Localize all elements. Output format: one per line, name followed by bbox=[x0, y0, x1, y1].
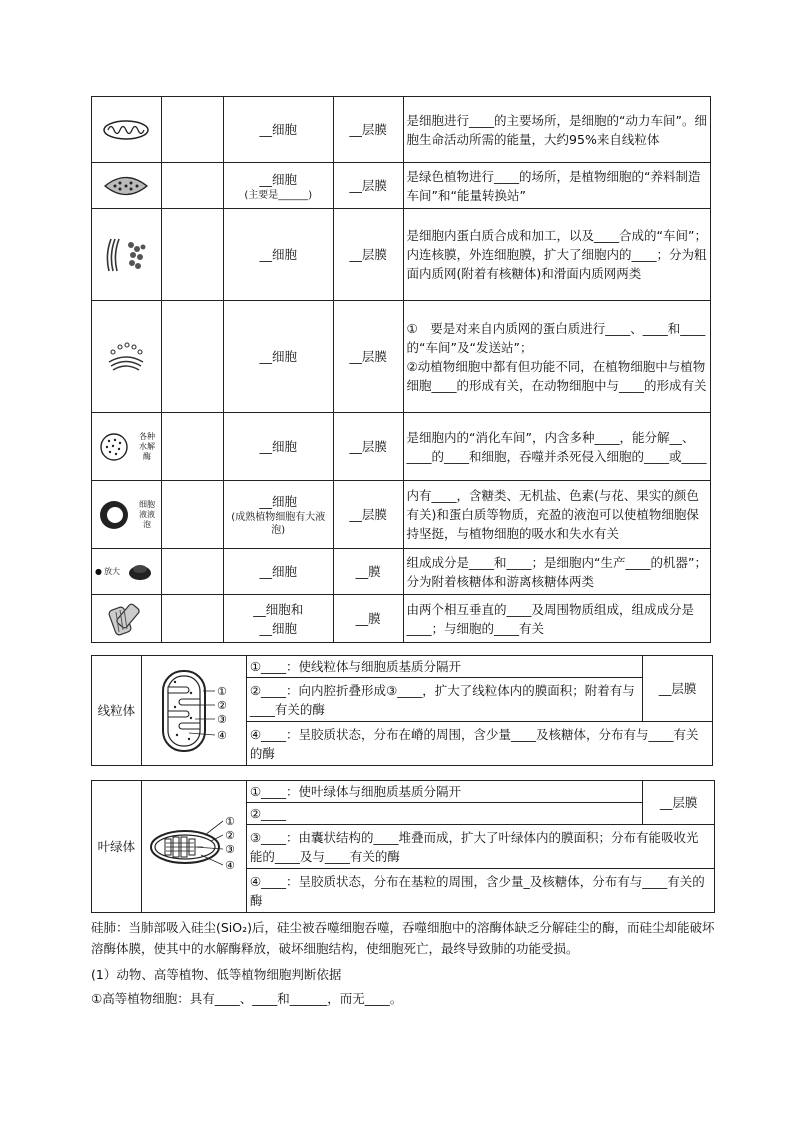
cell-type: __细胞 bbox=[259, 564, 298, 579]
label-2: ② bbox=[224, 828, 235, 842]
label-4: ④ bbox=[224, 858, 235, 872]
cell-type-second: __细胞 bbox=[259, 620, 298, 636]
matrix-text: ④____：呈胶质状态，分布在嵴的周围，含少量____及核糖体，分布有与____有关的酶 bbox=[246, 722, 712, 766]
function-text: 是细胞内的“消化车间”，内含多种____，能分解__、____的____和细胞，吞噬并杀死侵入细胞的____或____ bbox=[403, 413, 710, 481]
membrane-layers: __层膜 bbox=[333, 209, 403, 301]
function-text: 是细胞进行____的主要场所，是细胞的“动力车间”。细胞生命活动所需的能量，大约95%来自线粒体 bbox=[403, 97, 710, 163]
cell-type: __细胞和 bbox=[253, 601, 304, 617]
chloroplast-table bbox=[91, 780, 715, 913]
section-heading: (1）动物、高等植物、低等植物细胞判断依据 bbox=[91, 967, 342, 982]
mitochondrion-diagram bbox=[141, 656, 246, 766]
membrane-layers: __层膜 bbox=[333, 301, 403, 413]
silicosis-paragraph: 硅肺：当肺部吸入硅尘(SiO₂)后，硅尘被吞噬细胞吞噬，吞噬细胞中的溶酶体缺乏分解硅尘的酶，而硅尘却能破坏溶酶体膜，使其中的水解酶释放，破坏细胞结构，使细胞死亡，最终导致肺的功能受损。 bbox=[91, 920, 715, 956]
fill-in-item-1: ①高等植物细胞：具有____、____和______，而无____。 bbox=[91, 991, 403, 1006]
structure-name: 线粒体 bbox=[92, 656, 142, 766]
function-text: 是细胞内蛋白质合成和加工，以及____合成的“车间”；内连核膜，外连细胞膜，扩大了细胞内的____；分为粗面内质网(附着有核糖体)和滑面内质网两类 bbox=[403, 209, 710, 301]
table-row bbox=[92, 209, 711, 301]
icon-label: 各种水解酶 bbox=[138, 431, 155, 461]
mitochondrion-table bbox=[91, 655, 713, 766]
table-row bbox=[92, 413, 711, 481]
membrane-layers: __层膜 bbox=[643, 781, 715, 825]
cell-type: __细胞 bbox=[259, 247, 298, 262]
inner-membrane-text: ②____：向内腔折叠形成③____，扩大了线粒体内的膜面积；附着有与____有关的酶 bbox=[246, 678, 642, 722]
golgi-apparatus-icon bbox=[92, 301, 162, 413]
table-row bbox=[92, 481, 711, 549]
cell-type: __细胞 bbox=[259, 122, 298, 137]
centriole-icon bbox=[92, 595, 162, 643]
cell-type: __细胞 bbox=[259, 494, 298, 509]
cell-type-note: (成熟植物细胞有大液泡) bbox=[231, 512, 326, 536]
inner-membrane-text: ②____ bbox=[246, 803, 642, 825]
label-1: ① bbox=[216, 684, 227, 698]
membrane-layers: __层膜 bbox=[333, 163, 403, 209]
chloroplast-diagram bbox=[141, 781, 246, 913]
outer-membrane-text: ①____：使叶绿体与细胞质基质分隔开 bbox=[246, 781, 642, 803]
mitochondrion-icon bbox=[92, 97, 162, 163]
label-1: ① bbox=[224, 814, 235, 828]
grana-text: ③____：由囊状结构的____堆叠而成，扩大了叶绿体内的膜面积；分布有能吸收光能的____及与____有关的酶 bbox=[246, 825, 714, 869]
membrane-layers: __膜 bbox=[333, 595, 403, 643]
cell-type-note: (主要是______) bbox=[244, 189, 313, 201]
table-row bbox=[92, 595, 711, 643]
table-row bbox=[92, 549, 711, 595]
label-3: ③ bbox=[216, 712, 227, 726]
icon-label: 放大 bbox=[103, 566, 120, 576]
lysosome-icon bbox=[92, 413, 162, 481]
function-text: 由两个相互垂直的____及周围物质组成，组成成分是____；与细胞的____有关 bbox=[403, 595, 710, 643]
table-row bbox=[92, 163, 711, 209]
membrane-layers: __层膜 bbox=[333, 481, 403, 549]
label-3: ③ bbox=[224, 842, 235, 856]
table-row bbox=[92, 301, 711, 413]
endoplasmic-reticulum-icon bbox=[92, 209, 162, 301]
vacuole-icon bbox=[92, 481, 162, 549]
label-4: ④ bbox=[216, 728, 227, 742]
label-2: ② bbox=[216, 698, 227, 712]
cell-type: __细胞 bbox=[259, 349, 298, 364]
membrane-layers: __层膜 bbox=[333, 413, 403, 481]
chloroplast-icon bbox=[92, 163, 162, 209]
outer-membrane-text: ①____：使线粒体与细胞质基质分隔开 bbox=[246, 656, 642, 678]
icon-label: 细胞液液泡 bbox=[138, 499, 155, 529]
ribosome-icon: ● 放大 bbox=[92, 549, 162, 595]
structure-name: 叶绿体 bbox=[92, 781, 142, 913]
stroma-text: ④____：呈胶质状态，分布在基粒的周围，含少量_及核糖体，分布有与____有关的酶 bbox=[246, 869, 714, 913]
membrane-layers: __层膜 bbox=[333, 97, 403, 163]
function-text: 是绿色植物进行____的场所，是植物细胞的“养料制造车间”和“能量转换站” bbox=[403, 163, 710, 209]
function-text: 组成成分是____和____；是细胞内“生产____的机器”；分为附着核糖体和游离核糖体两类 bbox=[403, 549, 710, 595]
function-text: ① 要是对来自内质网的蛋白质进行____、____和____的“车间”及“发送站”； ②动植物细胞中都有但功能不同，在植物细胞中与植物细胞____的形成有关，在动物细胞中与____的形成有关 bbox=[403, 301, 710, 413]
cell-type: __细胞 bbox=[259, 439, 298, 454]
function-text: 内有____，含糖类、无机盐、色素(与花、果实的颜色有关)和蛋白质等物质，充盈的液泡可以使植物细胞保持坚挺，与植物细胞的吸水和失水有关 bbox=[403, 481, 710, 549]
table-row bbox=[92, 97, 711, 163]
organelle-table bbox=[91, 96, 711, 643]
cell-type: __细胞 bbox=[259, 171, 298, 187]
membrane-layers: __膜 bbox=[333, 549, 403, 595]
membrane-layers: __层膜 bbox=[643, 656, 713, 722]
